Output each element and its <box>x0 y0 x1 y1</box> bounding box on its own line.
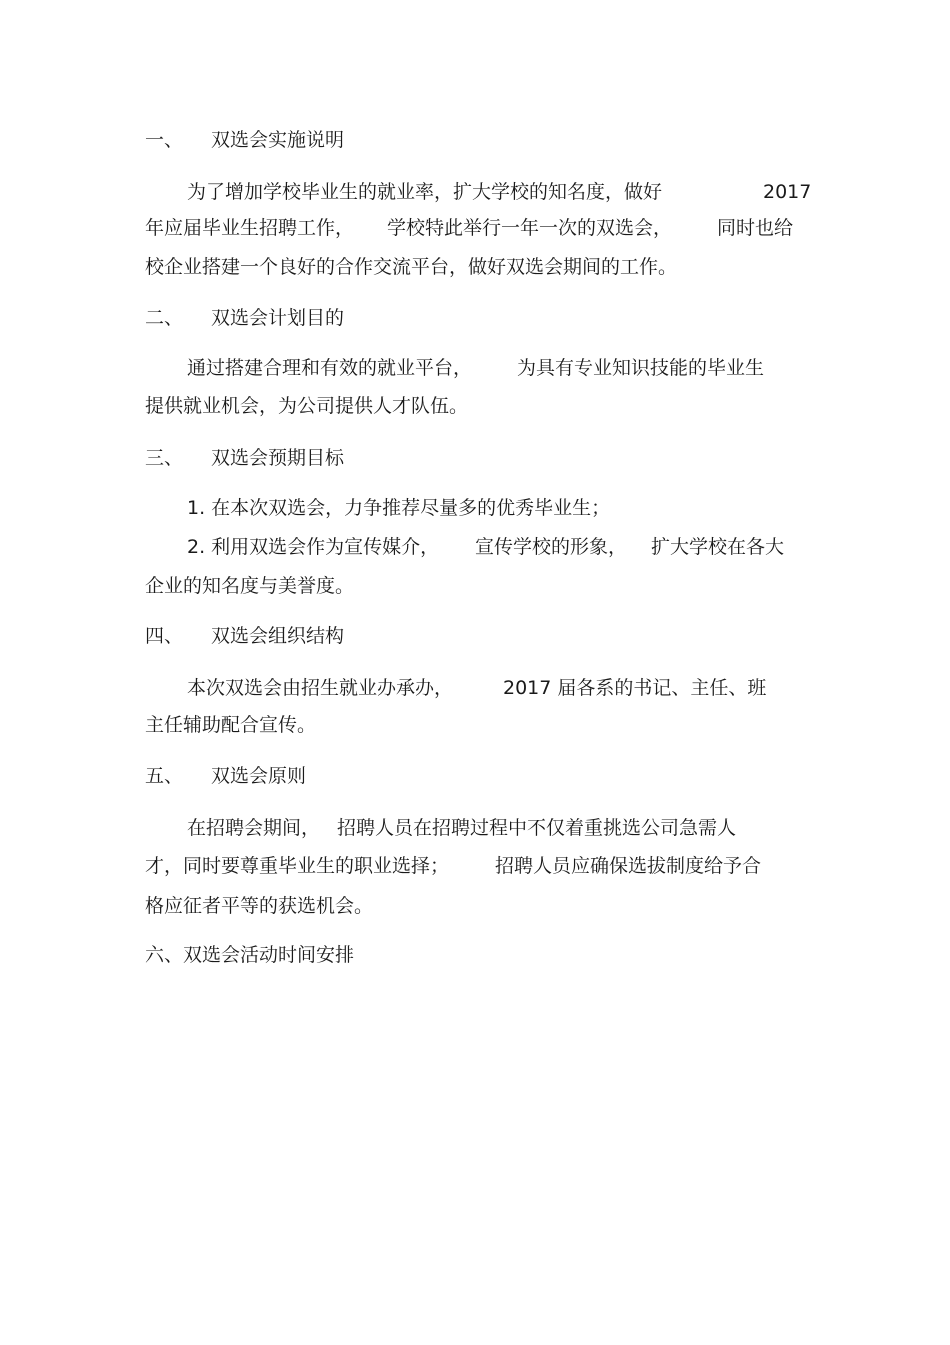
section-3-item-2b: 宣传学校的形象， <box>475 536 628 558</box>
section-2-text-3: 提供就业机会，为公司提供人才队伍。 <box>145 395 469 417</box>
section-1-text-3: 学校特此举行一年一次的双选会， <box>387 217 673 239</box>
section-3-heading <box>145 447 344 469</box>
section-1-text-5: 校企业搭建一个良好的合作交流平台，做好双选会期间的工作。 <box>145 256 678 278</box>
section-2-title: 双选会计划目的 <box>211 307 345 329</box>
section-4-text-1: 本次双选会由招生就业办承办， <box>187 677 454 699</box>
section-1-year: 2017 <box>763 181 812 203</box>
section-5-number: 五、 <box>145 765 184 787</box>
section-4-text-2: 2017 届各系的书记、主任、班 <box>503 677 767 699</box>
section-5-heading <box>145 765 306 787</box>
section-1-text-4: 同时也给 <box>717 217 794 239</box>
section-3-title: 双选会预期目标 <box>211 447 345 469</box>
section-5-title: 双选会原则 <box>211 765 307 787</box>
section-1-number: 一、 <box>145 129 184 151</box>
section-5-text-1: 在招聘会期间， <box>187 817 321 839</box>
section-5-text-5: 格应征者平等的获选机会。 <box>145 895 374 917</box>
section-2-heading <box>145 307 344 329</box>
section-4-heading <box>145 625 344 647</box>
section-1-text-1: 为了增加学校毕业生的就业率，扩大学校的知名度，做好 <box>187 181 663 203</box>
section-3-item-2c: 扩大学校在各大 <box>651 536 785 558</box>
section-1-heading <box>145 129 344 151</box>
section-2-text-2: 为具有专业知识技能的毕业生 <box>517 357 765 379</box>
section-5-text-2: 招聘人员在招聘过程中不仅着重挑选公司急需人 <box>337 817 737 839</box>
section-3-number: 三、 <box>145 447 184 469</box>
section-5-text-3: 才，同时要尊重毕业生的职业选择； <box>145 855 450 877</box>
section-3-item-2d: 企业的知名度与美誉度。 <box>145 575 355 597</box>
section-5-text-4: 招聘人员应确保选拔制度给予合 <box>495 855 762 877</box>
section-3-item-2a: 2. 利用双选会作为宣传媒介， <box>187 536 440 558</box>
section-1-text-2: 年应届毕业生招聘工作， <box>145 217 355 239</box>
section-4-text-3: 主任辅助配合宣传。 <box>145 714 317 736</box>
section-2-number: 二、 <box>145 307 184 329</box>
section-4-title: 双选会组织结构 <box>211 625 345 647</box>
section-1-title: 双选会实施说明 <box>211 129 345 151</box>
section-2-text-1: 通过搭建合理和有效的就业平台， <box>187 357 473 379</box>
section-6-heading: 六、双选会活动时间安排 <box>145 944 355 966</box>
section-4-number: 四、 <box>145 625 184 647</box>
section-3-item-1: 1. 在本次双选会，力争推荐尽量多的优秀毕业生； <box>187 497 611 519</box>
section-1-line-1 <box>187 181 662 203</box>
